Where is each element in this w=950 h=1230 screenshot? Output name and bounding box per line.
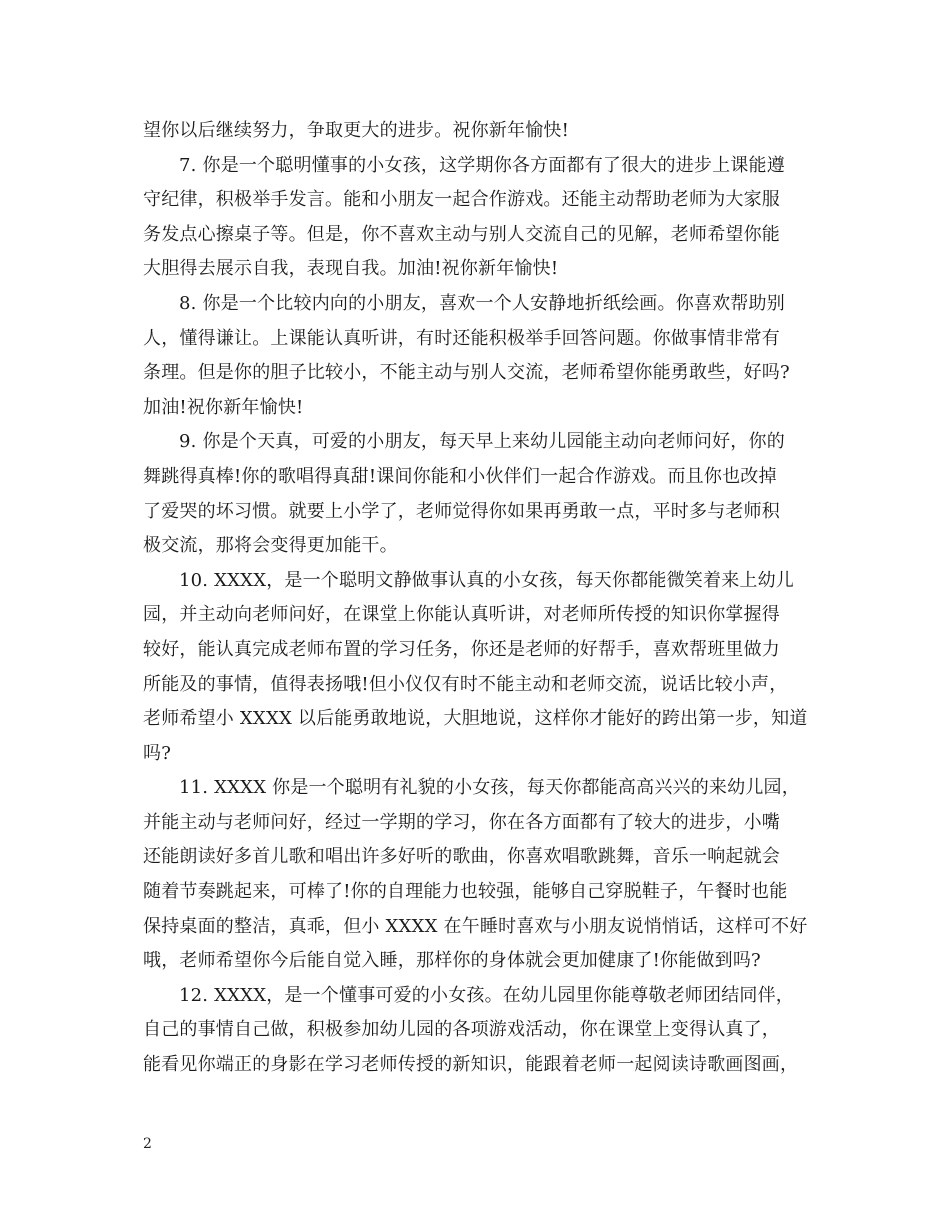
text-line: 望你以后继续努力，争取更大的进步。祝你新年愉快! [143,120,570,141]
text-line: 随着节奏跳起来，可棒了!你的自理能力也较强，能够自己穿脱鞋子，午餐时也能 [143,881,788,903]
text-line: 加油!祝你新年愉快! [143,396,304,418]
paragraph-p10 [143,564,823,772]
paragraph-p11 [143,771,823,979]
text-line: 并能主动与老师问好，经过一学期的学习，你在各方面都有了较大的进步，小嘴 [143,811,780,833]
text-line: 保持桌面的整洁，真乖，但小 XXXX 在午睡时喜欢与小朋友说悄悄话，这样可不好 [143,915,808,937]
paragraph-p6-tail [143,114,823,149]
paragraph-p8 [143,287,823,425]
text-line: 9. 你是个天真，可爱的小朋友，每天早上来幼儿园能主动向老师问好，你的 [179,431,785,453]
text-line: 自己的事情自己做，积极参加幼儿园的各项游戏活动，你在课堂上变得认真了， [143,1019,780,1041]
text-line: 舞跳得真棒!你的歌唱得真甜!课间你能和小伙伴们一起合作游戏。而且你也改掉 [143,465,777,487]
paragraph-p12 [143,979,823,1083]
text-line: 12. XXXX，是一个懂事可爱的小女孩。在幼儿园里你能尊敬老师团结同伴， [179,984,795,1006]
paragraph-p7 [143,149,823,287]
text-line: 较好，能认真完成老师布置的学习任务，你还是老师的好帮手，喜欢帮班里做力 [143,638,780,660]
paragraph-p9 [143,425,823,563]
text-line: 人，懂得谦让。上课能认真听讲，有时还能积极举手回答问题。你做事情非常有 [143,327,780,349]
text-line: 园，并主动向老师问好，在课堂上你能认真听讲，对老师所传授的知识你掌握得 [143,604,780,626]
page-number: 2 [143,1136,152,1152]
text-line: 7. 你是一个聪明懂事的小女孩，这学期你各方面都有了很大的进步上课能遵 [179,154,785,176]
text-line: 哦，老师希望你今后能自觉入睡，那样你的身体就会更加健康了!你能做到吗? [143,950,761,972]
text-line: 11. XXXX 你是一个聪明有礼貌的小女孩，每天你都能高高兴兴的来幼儿园， [179,777,800,799]
text-line: 8. 你是一个比较内向的小朋友，喜欢一个人安静地折纸绘画。你喜欢帮助别 [179,292,785,314]
text-line: 所能及的事情，值得表扬哦!但小仪仅有时不能主动和老师交流，说话比较小声， [143,673,788,695]
text-line: 10. XXXX，是一个聪明文静做事认真的小女孩，每天你都能微笑着来上幼儿 [179,569,795,591]
text-line: 老师希望小 XXXX 以后能勇敢地说，大胆地说，这样你才能好的跨出第一步，知道 [143,708,808,730]
text-line: 条理。但是你的胆子比较小，不能主动与别人交流，老师希望你能勇敢些，好吗? [143,362,790,384]
text-line: 了爱哭的坏习惯。就要上小学了，老师觉得你如果再勇敢一点，平时多与老师积 [143,500,780,522]
text-line: 守纪律，积极举手发言。能和小朋友一起合作游戏。还能主动帮助老师为大家服 [143,189,780,211]
document-body [143,114,823,1083]
text-line: 还能朗读好多首儿歌和唱出许多好听的歌曲，你喜欢唱歌跳舞，音乐一响起就会 [143,846,780,868]
text-line: 吗? [143,742,172,764]
text-line: 大胆得去展示自我，表现自我。加油!祝你新年愉快! [143,258,559,280]
text-line: 务发点心擦桌子等。但是，你不喜欢主动与别人交流自己的见解，老师希望你能 [143,223,780,245]
text-line: 能看见你端正的身影在学习老师传授的新知识，能跟着老师一起阅读诗歌画图画， [143,1054,799,1076]
text-line: 极交流，那将会变得更加能干。 [143,535,398,557]
